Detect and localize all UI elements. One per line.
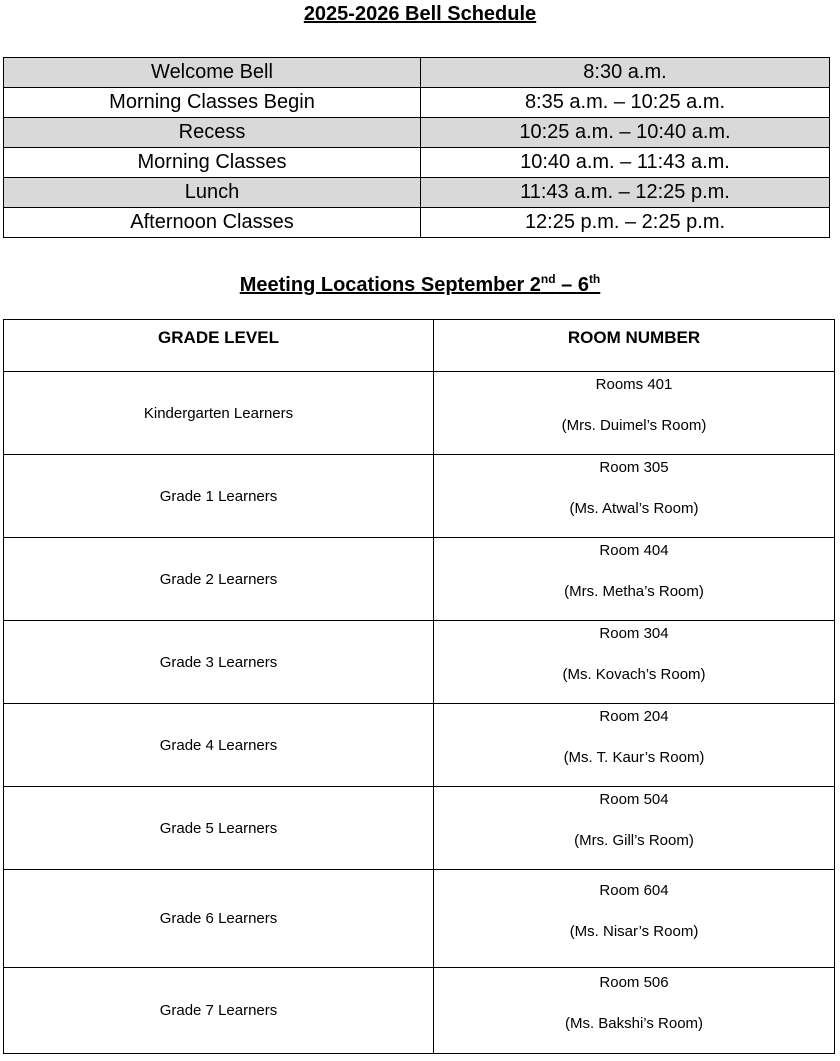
grade-level-cell: Grade 3 Learners <box>4 621 434 704</box>
bell-label: Lunch <box>4 178 421 208</box>
room-cell <box>434 538 835 621</box>
teacher-room: (Ms. Nisar’s Room) <box>569 923 699 940</box>
room-cell <box>434 787 835 870</box>
teacher-room: (Ms. Atwal’s Room) <box>569 500 699 517</box>
room-number: Rooms 401 <box>595 376 673 393</box>
room-cell <box>434 455 835 538</box>
bell-time: 12:25 p.m. – 2:25 p.m. <box>421 208 830 238</box>
table-header-row <box>4 320 835 372</box>
grade-level-cell: Grade 5 Learners <box>4 787 434 870</box>
meeting-title-sup-nd: nd <box>540 272 556 286</box>
table-row <box>4 455 835 538</box>
grade-level-cell: Grade 2 Learners <box>4 538 434 621</box>
bell-label: Morning Classes Begin <box>4 88 421 118</box>
table-row <box>4 621 835 704</box>
table-row <box>4 538 835 621</box>
room-number: Room 204 <box>599 708 669 725</box>
room-number: Room 305 <box>599 459 669 476</box>
grade-level-cell: Grade 4 Learners <box>4 704 434 787</box>
table-row <box>4 208 830 238</box>
bell-time: 10:40 a.m. – 11:43 a.m. <box>421 148 830 178</box>
room-number-header: ROOM NUMBER <box>434 320 835 372</box>
grade-level-header: GRADE LEVEL <box>4 320 434 372</box>
bell-time: 10:25 a.m. – 10:40 a.m. <box>421 118 830 148</box>
bell-label: Morning Classes <box>4 148 421 178</box>
meeting-locations-title <box>0 273 840 297</box>
grade-level-cell: Grade 1 Learners <box>4 455 434 538</box>
bell-label: Afternoon Classes <box>4 208 421 238</box>
teacher-room: (Mrs. Metha’s Room) <box>564 583 704 600</box>
table-row <box>4 372 835 455</box>
table-row <box>4 968 835 1054</box>
bell-time: 8:30 a.m. <box>421 58 830 88</box>
room-cell <box>434 621 835 704</box>
room-number: Room 404 <box>599 542 669 559</box>
table-row <box>4 178 830 208</box>
grade-level-cell: Kindergarten Learners <box>4 372 434 455</box>
meeting-title-text: Meeting Locations September 2 <box>239 274 541 296</box>
teacher-room: (Mrs. Duimel’s Room) <box>561 417 707 434</box>
room-number: Room 304 <box>599 625 669 642</box>
teacher-room: (Ms. Kovach’s Room) <box>562 666 706 683</box>
table-row <box>4 870 835 968</box>
table-row <box>4 88 830 118</box>
bell-time: 8:35 a.m. – 10:25 a.m. <box>421 88 830 118</box>
table-row <box>4 118 830 148</box>
grade-level-cell: Grade 7 Learners <box>4 968 434 1054</box>
teacher-room: (Mrs. Gill’s Room) <box>574 832 694 849</box>
bell-label: Recess <box>4 118 421 148</box>
table-row <box>4 787 835 870</box>
room-number: Room 604 <box>599 882 669 899</box>
meeting-title-mid: – 6 <box>555 274 589 296</box>
room-cell <box>434 704 835 787</box>
table-row <box>4 148 830 178</box>
teacher-room: (Ms. T. Kaur’s Room) <box>563 749 705 766</box>
room-cell <box>434 870 835 968</box>
room-cell <box>434 372 835 455</box>
bell-time: 11:43 a.m. – 12:25 p.m. <box>421 178 830 208</box>
grade-level-cell: Grade 6 Learners <box>4 870 434 968</box>
bell-label: Welcome Bell <box>4 58 421 88</box>
room-number: Room 506 <box>599 974 669 991</box>
meeting-title-sup-th: th <box>588 272 601 286</box>
table-row <box>4 58 830 88</box>
meeting-locations-table <box>3 319 835 1054</box>
room-number: Room 504 <box>599 791 669 808</box>
room-cell <box>434 968 835 1054</box>
bell-schedule-title: 2025-2026 Bell Schedule <box>303 3 537 25</box>
table-row <box>4 704 835 787</box>
teacher-room: (Ms. Bakshi’s Room) <box>564 1015 704 1032</box>
bell-schedule-table <box>3 57 830 238</box>
